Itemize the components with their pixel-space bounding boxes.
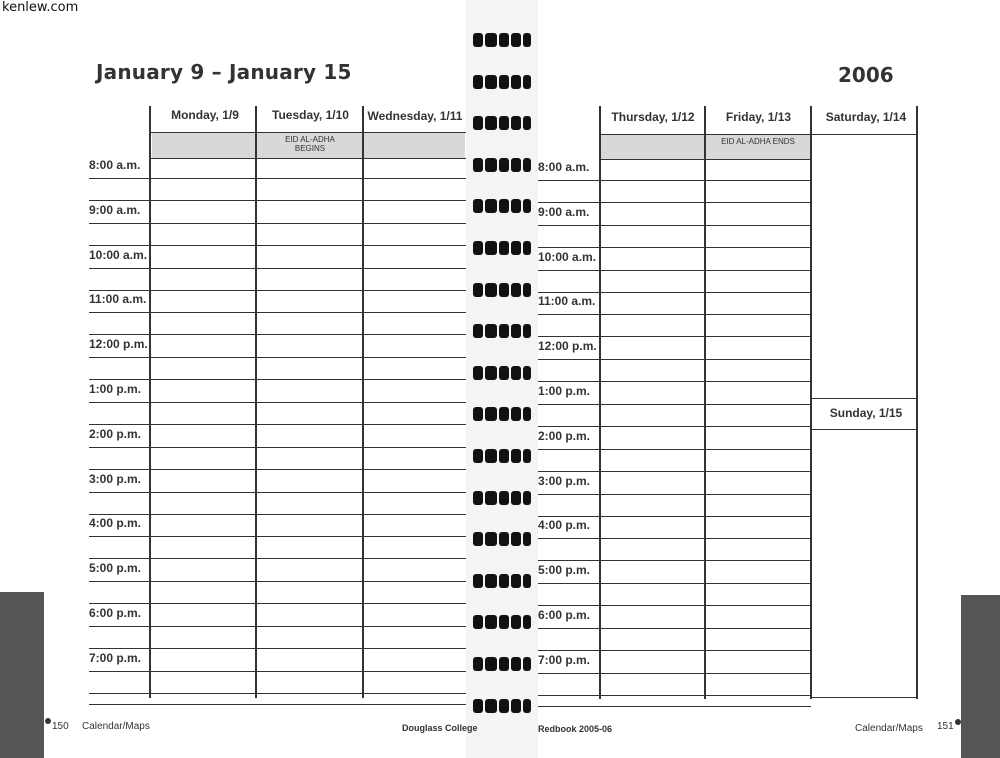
footer-section-right: Calendar/Maps	[855, 723, 923, 734]
half-hour-rule	[538, 247, 811, 248]
time-label: 9:00 a.m.	[89, 203, 141, 217]
half-hour-rule	[538, 426, 811, 427]
spiral-wire	[499, 657, 509, 671]
spiral-wire	[511, 615, 521, 629]
spiral-wire	[499, 75, 509, 89]
spiral-wire	[473, 699, 483, 713]
half-hour-rule	[89, 558, 466, 559]
half-hour-rule	[89, 514, 466, 515]
hour-rule	[89, 357, 466, 358]
spiral-wire	[499, 324, 509, 338]
spiral-wire	[511, 449, 521, 463]
hour-rule	[89, 223, 466, 224]
time-label: 12:00 p.m.	[89, 337, 148, 351]
spiral-ring	[473, 447, 531, 465]
time-label: 1:00 p.m.	[89, 382, 142, 396]
right-grid-line	[599, 106, 601, 699]
spiral-wire	[473, 75, 483, 89]
time-label: 8:00 a.m.	[538, 160, 590, 174]
right-header-rule	[600, 134, 917, 135]
hour-rule	[538, 628, 811, 629]
day-header-friday: Friday, 1/13	[725, 110, 792, 124]
footer-dot	[955, 719, 961, 725]
half-hour-rule	[538, 202, 811, 203]
holiday-note-friday: EID AL-ADHA ENDS	[721, 137, 795, 146]
page-edge-right	[961, 595, 1000, 758]
day-header-monday: Monday, 1/9	[171, 108, 239, 122]
spiral-ring	[473, 281, 531, 299]
spiral-wire	[473, 657, 483, 671]
spiral-wire	[485, 699, 497, 713]
spiral-wire	[511, 75, 521, 89]
hour-rule	[89, 268, 466, 269]
half-hour-rule	[538, 560, 811, 561]
spiral-wire	[485, 449, 497, 463]
spiral-wire	[473, 491, 483, 505]
half-hour-rule	[538, 650, 811, 651]
spiral-wire	[523, 407, 531, 421]
spiral-wire	[499, 532, 509, 546]
hour-rule	[538, 404, 811, 405]
half-hour-rule	[89, 245, 466, 246]
spiral-wire	[511, 532, 521, 546]
spiral-wire	[511, 241, 521, 255]
half-hour-rule	[89, 200, 466, 201]
spiral-wire	[523, 75, 531, 89]
spiral-wire	[523, 199, 531, 213]
spiral-wire	[523, 449, 531, 463]
hour-rule	[89, 402, 466, 403]
spiral-wire	[499, 283, 509, 297]
day-header-tuesday: Tuesday, 1/10	[272, 108, 349, 122]
time-label: 11:00 a.m.	[89, 292, 147, 306]
half-hour-rule	[538, 605, 811, 606]
time-label: 2:00 p.m.	[89, 427, 142, 441]
spiral-wire	[485, 158, 497, 172]
spiral-ring	[473, 239, 531, 257]
half-hour-rule	[89, 290, 466, 291]
spiral-wire	[485, 491, 497, 505]
spiral-ring	[473, 197, 531, 215]
spiral-ring	[473, 31, 531, 49]
spiral-wire	[511, 283, 521, 297]
footer-page-number-left: 150	[52, 721, 69, 732]
spiral-ring	[473, 322, 531, 340]
spiral-wire	[511, 158, 521, 172]
spiral-wire	[523, 532, 531, 546]
watermark: kenlew.com	[2, 0, 79, 15]
spiral-ring	[473, 530, 531, 548]
time-label: 8:00 a.m.	[89, 158, 141, 172]
time-label: 4:00 p.m.	[538, 518, 591, 532]
hour-rule	[538, 225, 811, 226]
hour-rule	[538, 583, 811, 584]
footer-book: Redbook 2005-06	[538, 724, 613, 734]
spiral-wire	[473, 366, 483, 380]
spiral-wire	[523, 324, 531, 338]
spiral-wire	[523, 33, 531, 47]
spiral-wire	[499, 33, 509, 47]
half-hour-rule	[538, 695, 811, 696]
spiral-wire	[511, 407, 521, 421]
spiral-wire	[511, 491, 521, 505]
spiral-wire	[473, 241, 483, 255]
spiral-wire	[485, 116, 497, 130]
spiral-wire	[511, 324, 521, 338]
hour-rule	[538, 494, 811, 495]
spiral-wire	[485, 574, 497, 588]
spiral-ring	[473, 655, 531, 673]
holiday-note-tuesday: EID AL-ADHA BEGINS	[285, 135, 335, 153]
hour-rule	[89, 536, 466, 537]
spiral-ring	[473, 156, 531, 174]
spiral-wire	[523, 574, 531, 588]
spiral-wire	[523, 116, 531, 130]
spiral-wire	[511, 699, 521, 713]
spiral-wire	[499, 241, 509, 255]
spiral-wire	[523, 158, 531, 172]
spiral-wire	[523, 366, 531, 380]
spiral-wire	[499, 449, 509, 463]
spiral-wire	[499, 199, 509, 213]
spiral-wire	[473, 199, 483, 213]
spiral-wire	[473, 158, 483, 172]
spiral-wire	[485, 199, 497, 213]
footer-page-number-right: 151	[937, 721, 954, 732]
spiral-ring	[473, 489, 531, 507]
spiral-wire	[485, 657, 497, 671]
spiral-wire	[523, 615, 531, 629]
hour-rule	[89, 581, 466, 582]
time-label: 11:00 a.m.	[538, 294, 596, 308]
day-header-wednesday: Wednesday, 1/11	[367, 109, 463, 123]
weekend-divider	[811, 398, 917, 399]
spiral-wire	[499, 491, 509, 505]
spiral-wire	[485, 75, 497, 89]
half-hour-rule	[89, 379, 466, 380]
spiral-wire	[499, 116, 509, 130]
spiral-wire	[523, 491, 531, 505]
spiral-wire	[523, 241, 531, 255]
day-header-sunday: Sunday, 1/15	[829, 406, 903, 420]
time-label: 5:00 p.m.	[538, 563, 591, 577]
hour-rule	[89, 671, 466, 672]
spiral-wire	[485, 241, 497, 255]
spiral-wire	[485, 407, 497, 421]
time-label: 3:00 p.m.	[89, 472, 142, 486]
spiral-wire	[499, 615, 509, 629]
spiral-wire	[511, 366, 521, 380]
right-header-rule	[600, 159, 811, 160]
spiral-wire	[485, 615, 497, 629]
footer-section-left: Calendar/Maps	[82, 721, 150, 732]
spiral-wire	[485, 324, 497, 338]
spiral-wire	[473, 116, 483, 130]
time-label: 6:00 p.m.	[89, 606, 142, 620]
spiral-wire	[473, 532, 483, 546]
spiral-ring	[473, 364, 531, 382]
spiral-wire	[473, 615, 483, 629]
time-label: 10:00 a.m.	[89, 248, 148, 262]
right-grid-line	[810, 106, 812, 699]
time-label: 6:00 p.m.	[538, 608, 591, 622]
weekend-bottom-rule	[811, 697, 917, 698]
hour-rule	[538, 314, 811, 315]
spiral-wire	[499, 158, 509, 172]
spiral-wire	[511, 574, 521, 588]
bottom-rule	[89, 704, 466, 705]
right-grid-line	[704, 106, 706, 699]
spiral-wire	[511, 116, 521, 130]
spiral-wire	[523, 657, 531, 671]
spiral-ring	[473, 114, 531, 132]
half-hour-rule	[89, 693, 466, 694]
hour-rule	[538, 270, 811, 271]
spiral-ring	[473, 613, 531, 631]
hour-rule	[89, 178, 466, 179]
day-header-saturday: Saturday, 1/14	[825, 110, 907, 124]
time-label: 2:00 p.m.	[538, 429, 591, 443]
hour-rule	[89, 447, 466, 448]
half-hour-rule	[89, 648, 466, 649]
half-hour-rule	[538, 471, 811, 472]
spiral-wire	[499, 407, 509, 421]
time-label: 3:00 p.m.	[538, 474, 591, 488]
hour-rule	[89, 492, 466, 493]
spiral-wire	[485, 532, 497, 546]
spiral-ring	[473, 73, 531, 91]
half-hour-rule	[89, 469, 466, 470]
left-header-rule	[150, 158, 466, 159]
time-label: 12:00 p.m.	[538, 339, 597, 353]
day-header-thursday: Thursday, 1/12	[611, 110, 695, 124]
spiral-ring	[473, 697, 531, 715]
spiral-ring	[473, 405, 531, 423]
time-label: 9:00 a.m.	[538, 205, 590, 219]
footer-publisher: Douglass College	[402, 723, 478, 733]
weekend-divider	[811, 429, 917, 430]
half-hour-rule	[538, 336, 811, 337]
time-label: 10:00 a.m.	[538, 250, 597, 264]
hour-rule	[538, 180, 811, 181]
spiral-wire	[499, 366, 509, 380]
right-grid-line	[916, 106, 918, 699]
spiral-wire	[473, 407, 483, 421]
half-hour-rule	[89, 424, 466, 425]
spiral-wire	[473, 574, 483, 588]
spiral-wire	[485, 33, 497, 47]
spiral-wire	[473, 324, 483, 338]
half-hour-rule	[538, 381, 811, 382]
hour-rule	[538, 449, 811, 450]
spiral-wire	[523, 699, 531, 713]
time-label: 5:00 p.m.	[89, 561, 142, 575]
spiral-wire	[485, 366, 497, 380]
spiral-wire	[473, 283, 483, 297]
hour-rule	[538, 359, 811, 360]
time-label: 4:00 p.m.	[89, 516, 142, 530]
half-hour-rule	[89, 603, 466, 604]
spiral-wire	[511, 657, 521, 671]
hour-rule	[89, 312, 466, 313]
half-hour-rule	[538, 516, 811, 517]
half-hour-rule	[89, 334, 466, 335]
hour-rule	[89, 626, 466, 627]
bottom-rule	[538, 706, 811, 707]
week-title: January 9 – January 15	[96, 60, 352, 84]
spiral-wire	[511, 33, 521, 47]
spiral-wire	[523, 283, 531, 297]
spiral-wire	[511, 199, 521, 213]
year-title: 2006	[838, 63, 894, 87]
hour-rule	[538, 673, 811, 674]
time-label: 7:00 p.m.	[89, 651, 142, 665]
left-header-rule	[150, 132, 466, 133]
spiral-ring	[473, 572, 531, 590]
hour-rule	[538, 538, 811, 539]
spiral-wire	[499, 574, 509, 588]
spiral-wire	[499, 699, 509, 713]
footer-dot	[45, 718, 51, 724]
half-hour-rule	[538, 292, 811, 293]
page-edge-left	[0, 592, 44, 758]
time-label: 1:00 p.m.	[538, 384, 591, 398]
spiral-wire	[473, 449, 483, 463]
time-label: 7:00 p.m.	[538, 653, 591, 667]
spiral-wire	[473, 33, 483, 47]
spiral-wire	[485, 283, 497, 297]
